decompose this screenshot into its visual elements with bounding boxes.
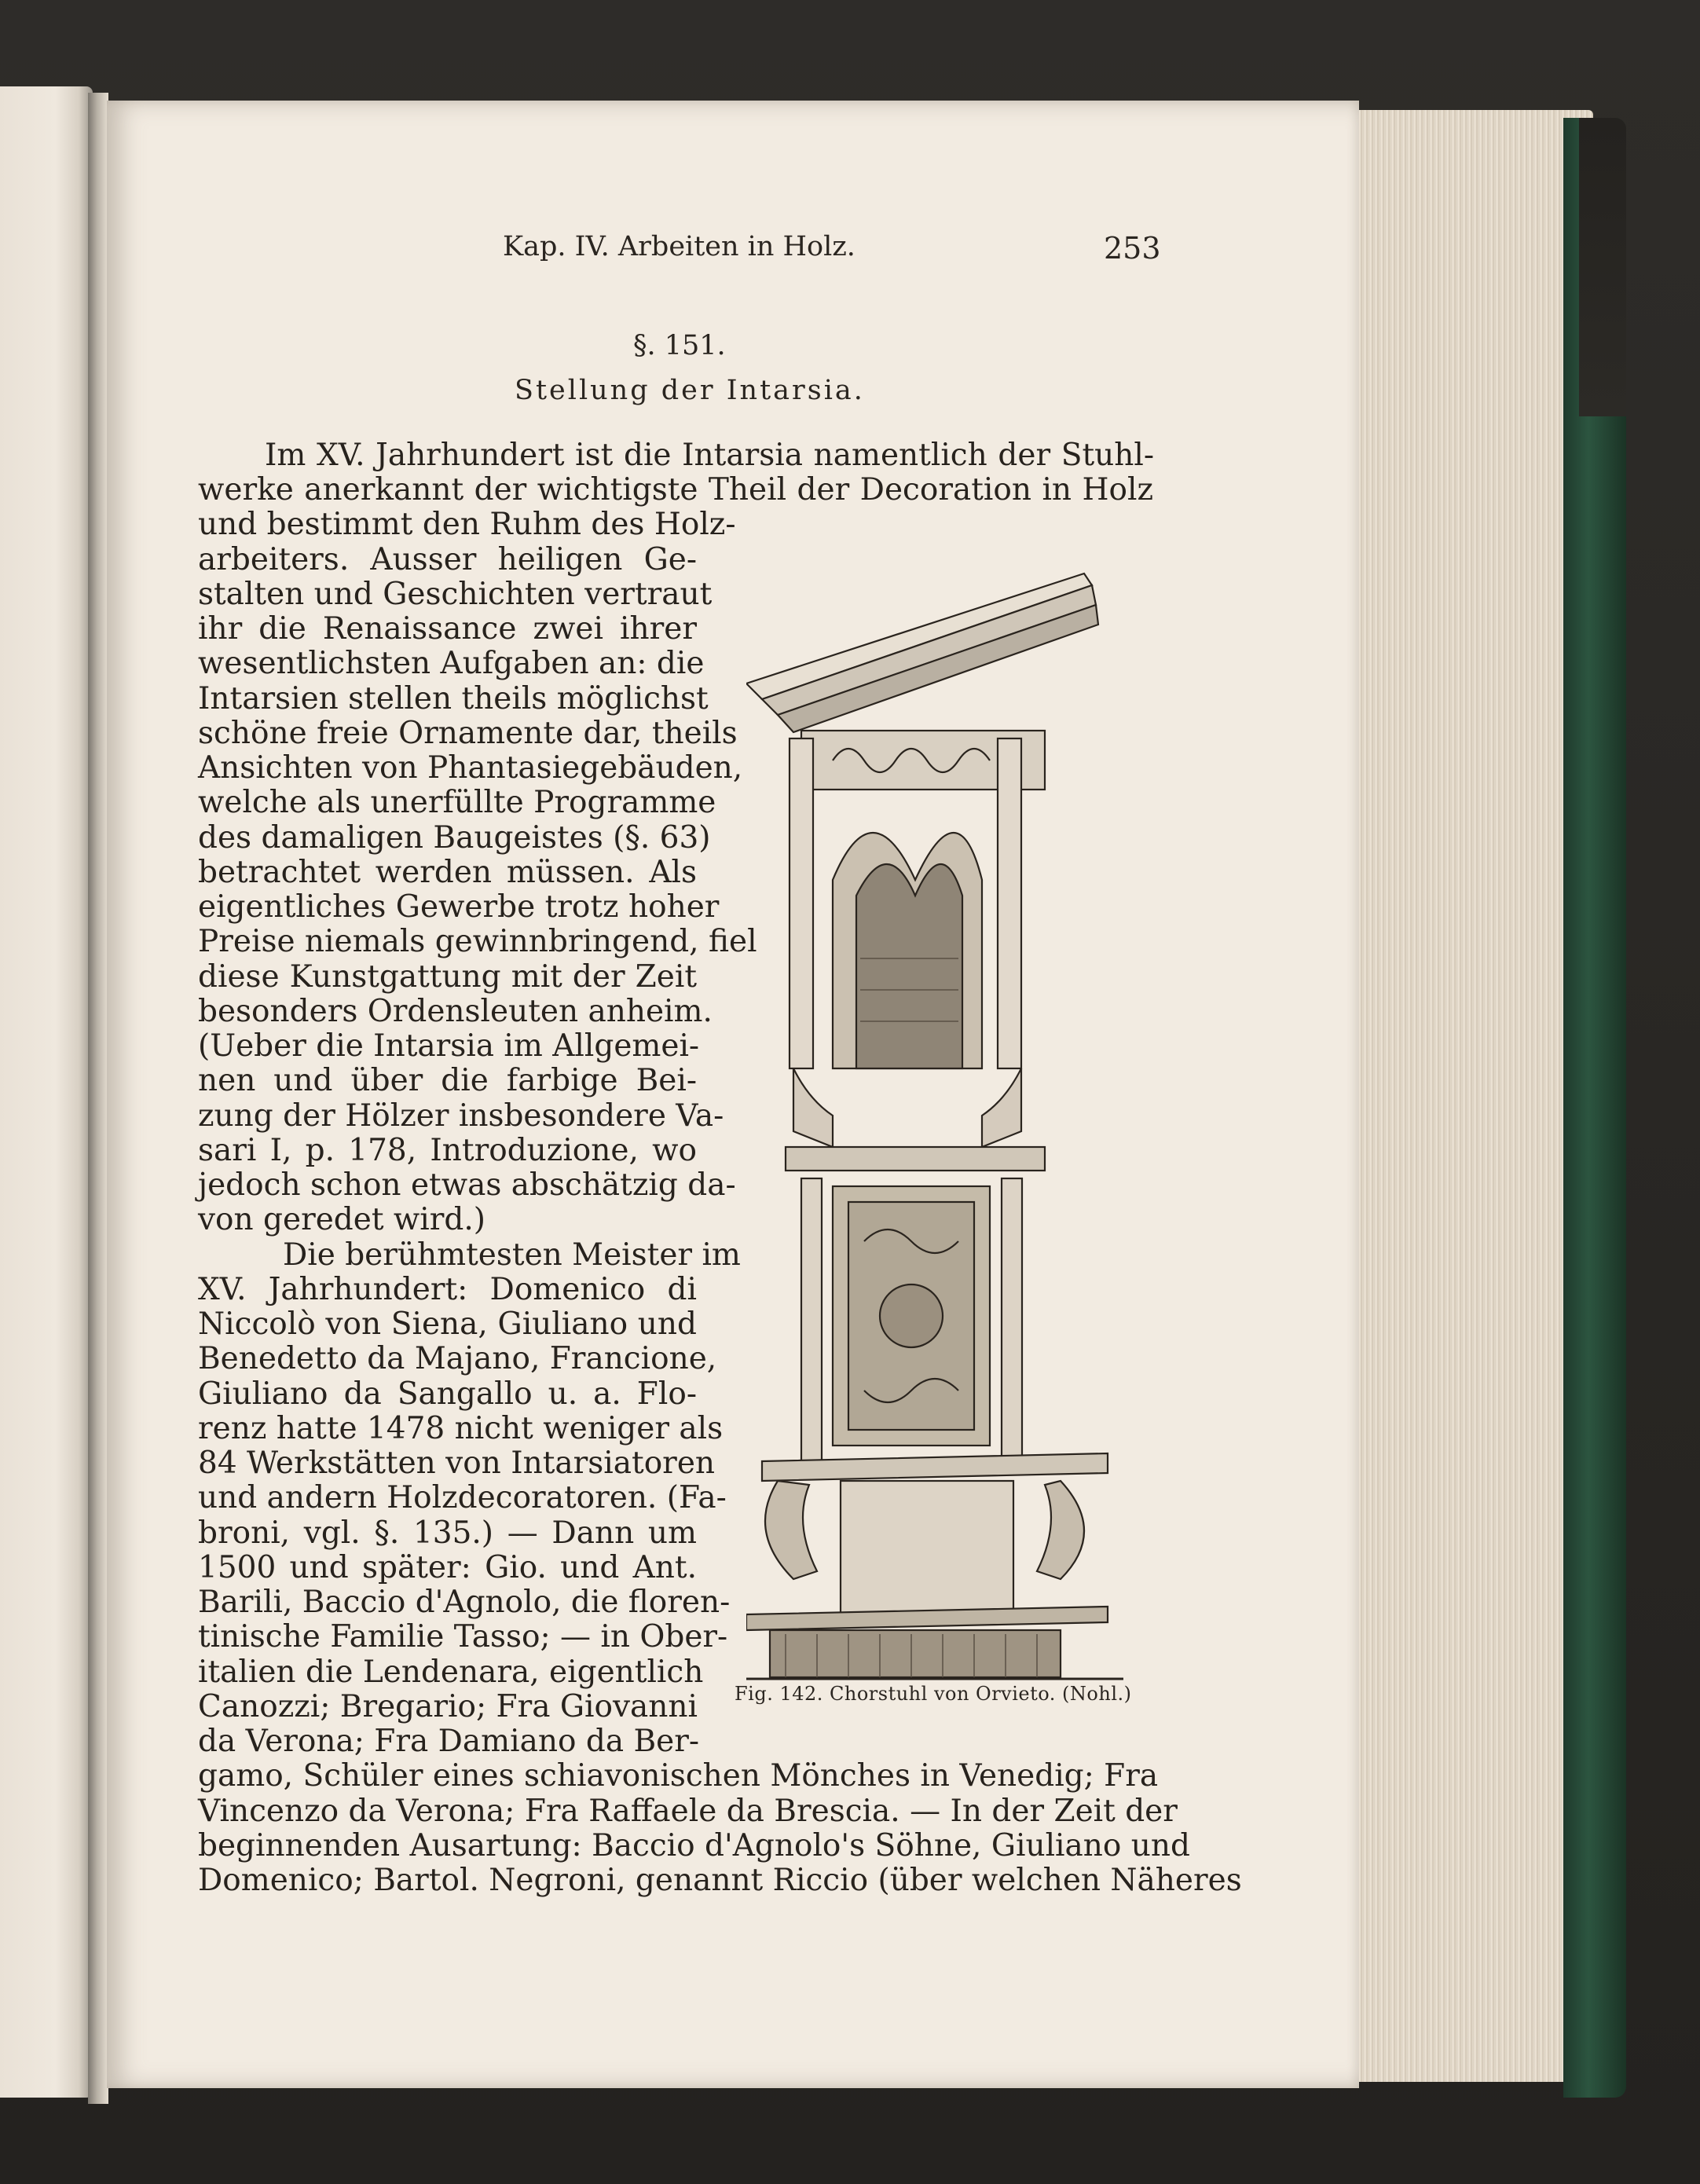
text-line: arbeiters. Ausser heiligen Ge- — [198, 541, 697, 577]
text-line: italien die Lendenara, eigentlich — [198, 1654, 704, 1690]
text-line: broni, vgl. §. 135.) — Dann um — [198, 1515, 697, 1551]
text-line: nen und über die farbige Bei- — [198, 1063, 697, 1099]
text-line: 84 Werkstätten von Intarsiatoren — [198, 1446, 716, 1481]
text-line: ihr die Renaissance zwei ihrer — [198, 611, 697, 647]
text-line: Niccolò von Siena, Giuliano und — [198, 1306, 697, 1342]
text-line: Die berühmtesten Meister im — [283, 1237, 741, 1273]
page-block-edge — [1357, 110, 1593, 2082]
text-line: beginnenden Ausartung: Baccio d'Agnolo's Söhne, Giuliano und — [198, 1827, 1190, 1863]
text-line: zung der Hölzer insbesondere Va- — [198, 1097, 724, 1134]
paragraph-first-line: Im XV. Jahrhundert ist die Intarsia namentlich der Stuhl- — [265, 438, 1154, 473]
book-gutter — [88, 93, 108, 2104]
text-line: schöne freie Ornamente dar, theils — [198, 715, 738, 751]
text-line: wesentlichsten Aufgaben an: die — [198, 646, 705, 682]
figure-caption: Fig. 142. Chorstuhl von Orvieto. (Nohl.) — [735, 1683, 1132, 1705]
section-title: Stellung der Intarsia. — [515, 375, 865, 406]
text-line: gamo, Schüler eines schiavonischen Mönches in Venedig; Fra — [198, 1758, 1159, 1794]
running-head-title: Kap. IV. Arbeiten in Holz. — [503, 231, 855, 262]
choir-stall-engraving — [746, 550, 1143, 1681]
text-line: Domenico; Bartol. Negroni, genannt Riccio (über welchen Näheres — [198, 1863, 1242, 1898]
text-line: da Verona; Fra Damiano da Ber- — [198, 1724, 700, 1759]
text-line: XV. Jahrhundert: Domenico di — [198, 1271, 697, 1307]
text-line: Vincenzo da Verona; Fra Raffaele da Brescia. — In der Zeit der — [198, 1793, 1178, 1829]
text-line: und bestimmt den Ruhm des Holz- — [198, 507, 736, 543]
text-line: eigentliches Gewerbe trotz hoher — [198, 889, 720, 925]
text-line: Giuliano da Sangallo u. a. Flo- — [198, 1376, 697, 1412]
text-line: sari I, p. 178, Introduzione, wo — [198, 1132, 697, 1168]
text-line: betrachtet werden müssen. Als — [198, 854, 697, 890]
text-line: jedoch schon etwas abschätzig da- — [198, 1167, 736, 1203]
text-line: Intarsien stellen theils möglichst — [198, 680, 709, 716]
text-line: Canozzi; Bregario; Fra Giovanni — [198, 1688, 698, 1724]
text-line: besonders Ordensleuten anheim. — [198, 993, 713, 1029]
section-number: §. 151. — [633, 330, 726, 361]
text-line: und andern Holzdecoratoren. (Fa- — [198, 1480, 727, 1516]
left-facing-page-edge — [0, 86, 93, 2098]
text-line: (Ueber die Intarsia im Allgemei- — [198, 1028, 700, 1064]
text-line: Benedetto da Majano, Francione, — [198, 1341, 717, 1377]
text-line: Ansichten von Phantasiegebäuden, — [198, 750, 743, 786]
text-line: tinische Familie Tasso; — in Ober- — [198, 1619, 728, 1655]
page-number: 253 — [1104, 231, 1161, 266]
text-line: 1500 und später: Gio. und Ant. — [198, 1549, 697, 1585]
text-line: Preise niemals gewinnbringend, fiel — [198, 924, 757, 960]
text-line: diese Kunstgattung mit der Zeit — [198, 958, 697, 995]
text-line: renz hatte 1478 nicht weniger als — [198, 1410, 724, 1446]
text-line: von geredet wird.) — [198, 1202, 485, 1238]
text-line: werke anerkannt der wichtigste Theil der Decoration in Holz — [198, 472, 1153, 508]
text-line: stalten und Geschichten vertraut — [198, 576, 713, 612]
binding-shadow — [1579, 118, 1626, 416]
text-line: des damaligen Baugeistes (§. 63) — [198, 819, 711, 856]
text-line: welche als unerfüllte Programme — [198, 785, 716, 821]
text-line: Barili, Baccio d'Agnolo, die floren- — [198, 1585, 731, 1620]
